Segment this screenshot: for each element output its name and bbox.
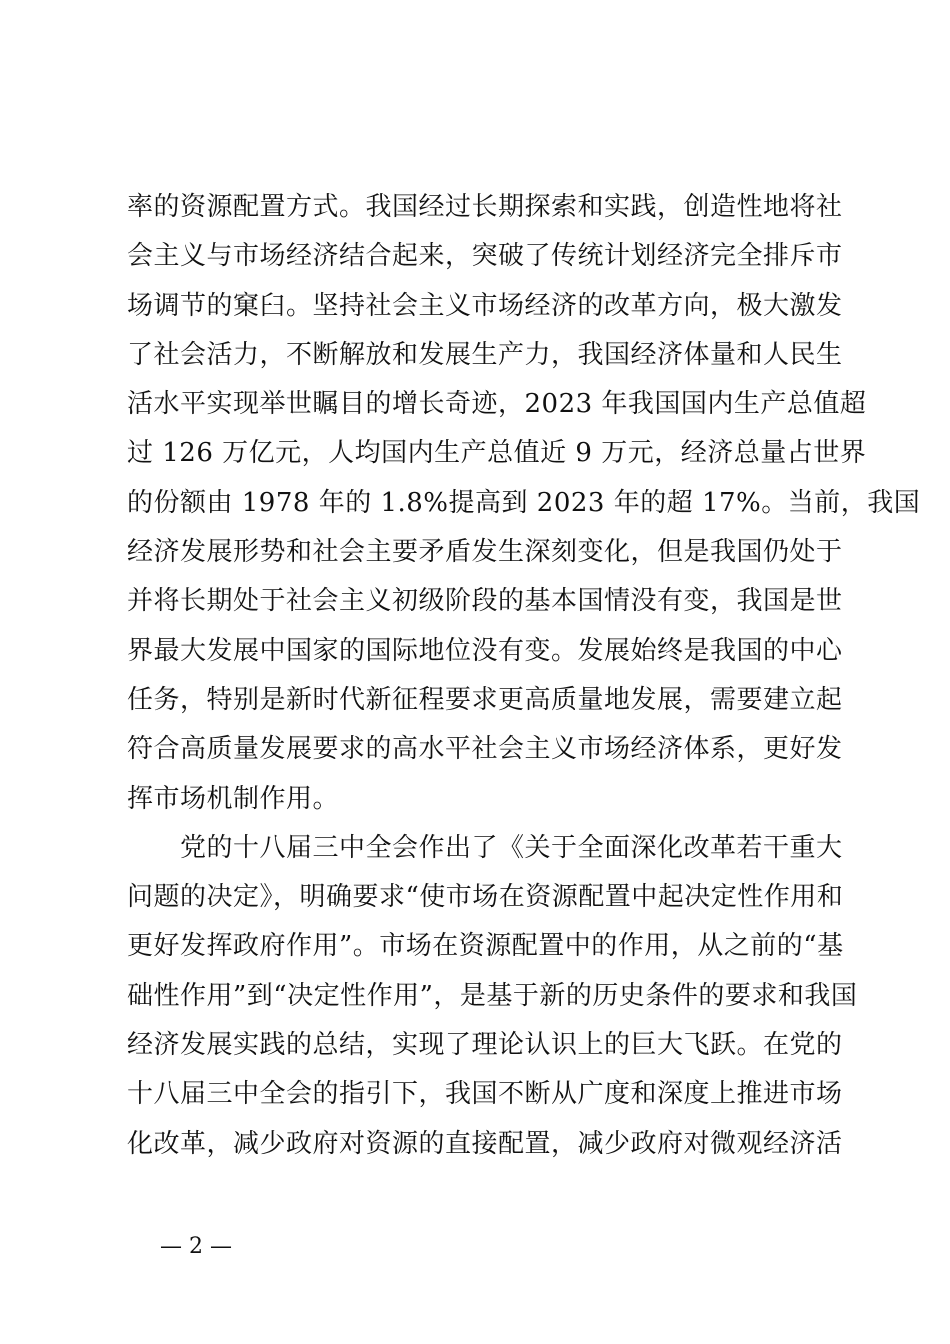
text-line: 过 126 万亿元，人均国内生产总值近 9 万元，经济总量占世界 [127,438,867,469]
text-line: 党的十八届三中全会作出了《关于全面深化改革若干重大 [127,832,843,863]
text-line: 更好发挥政府作用”。市场在资源配置中的作用，从之前的“基 [127,931,844,962]
text-line: 经济发展形势和社会主要矛盾发生深刻变化，但是我国仍处于 [127,537,843,568]
text-line: 问题的决定》，明确要求“使市场在资源配置中起决定性作用和 [127,882,844,913]
text-line: 了社会活力，不断解放和发展生产力，我国经济体量和人民生 [127,339,843,370]
text-line: 场调节的窠臼。坚持社会主义市场经济的改革方向，极大激发 [127,290,843,321]
text-line: 活水平实现举世瞩目的增长奇迹，2023 年我国国内生产总值超 [127,389,867,420]
text-line: 十八届三中全会的指引下，我国不断从广度和深度上推进市场 [127,1079,843,1110]
text-line: 化改革，减少政府对资源的直接配置，减少政府对微观经济活 [127,1128,843,1159]
text-line: 经济发展实践的总结，实现了理论认识上的巨大飞跃。在党的 [127,1030,843,1061]
text-line: 界最大发展中国家的国际地位没有变。发展始终是我国的中心 [127,635,843,666]
body-text [127,183,921,1169]
text-line: 础性作用”到“决定性作用”，是基于新的历史条件的要求和我国 [127,980,858,1011]
text-line: 任务，特别是新时代新征程要求更高质量地发展，需要建立起 [127,684,843,715]
text-line: 率的资源配置方式。我国经过长期探索和实践，创造性地将社 [127,192,843,222]
text-line: 挥市场机制作用。 [127,783,340,814]
text-line: 并将长期处于社会主义初级阶段的基本国情没有变，我国是世 [127,586,843,617]
page-number: — 2 — [160,1234,232,1259]
text-line: 会主义与市场经济结合起来，突破了传统计划经济完全排斥市 [127,241,843,272]
text-line: 符合高质量发展要求的高水平社会主义市场经济体系，更好发 [127,734,843,765]
text-line: 的份额由 1978 年的 1.8%提高到 2023 年的超 17%。当前，我国 [127,487,921,518]
